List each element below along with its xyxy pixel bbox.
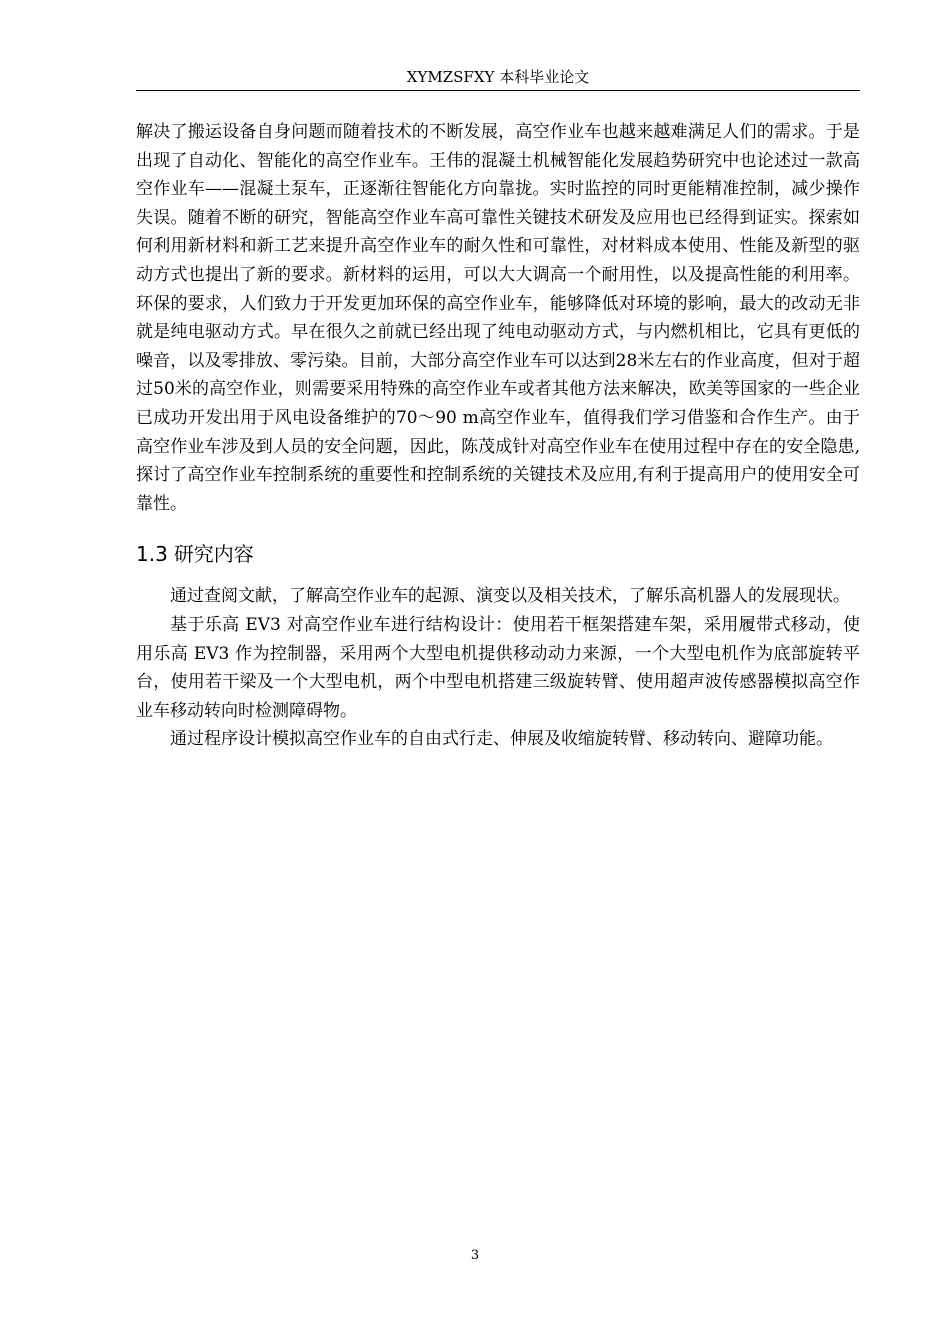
header-title: XYMZSFXY 本科毕业论文: [406, 68, 590, 86]
running-header: [136, 68, 860, 91]
section-number: 1.3: [136, 542, 168, 567]
section-heading: [136, 532, 860, 576]
paragraph-program-design: 通过程序设计模拟高空作业车的自由式行走、伸展及收缩旋转臂、移动转向、避障功能。: [170, 729, 833, 750]
paragraph-research-background: 通过查阅文献，了解高空作业车的起源、演变以及相关技术，了解乐高机器人的发展现状。: [170, 586, 850, 607]
page-footer: [0, 1248, 950, 1263]
intro-paragraph: 解决了搬运设备自身问题而随着技术的不断发展，高空作业车也越来越难满足人们的需求。于是出现了自动化、智能化的高空作业车。王伟的混凝土机械智能化发展趋势研究中也论述过一款高空作业车——混凝土泵车，正逐渐往智能化方向靠拢。实时监控的同时更能精准控制，减少操作失误。随着不断的研究，智能高空作业车高可靠性关键技术研发及应用也已经得到证实。探索如何利用新材料和新工艺来提升高空作业车的耐久性和可靠性，对材料成本使用、性能及新型的驱动方式也提出了新的要求。新材料的运用，可以大大调高一个耐用性，以及提高性能的利用率。环保的要求，人们致力于开发更加环保的高空作业车，能够降低对环境的影响，最大的改动无非就是纯电驱动方式。早在很久之前就已经出现了纯电动驱动方式，与内燃机相比，它具有更低的噪音，以及零排放、零污染。目前，大部分高空作业车可以达到28米左右的作业高度，但对于超过50米的高空作业，则需要采用特殊的高空作业车或者其他方法来解决，欧美等国家的一些企业已成功开发出用于风电设备维护的70～90 m高空作业车，值得我们学习借鉴和合作生产。由于高空作业车涉及到人员的安全问题，因此，陈茂成针对高空作业车在使用过程中存在的安全隐患,探讨了高空作业车控制系统的重要性和控制系统的关键技术及应用,有利于提高用户的使用安全可靠性。: [136, 122, 860, 514]
paragraph-structure-design: 基于乐高 EV3 对高空作业车进行结构设计：使用若干框架搭建车架，采用履带式移动，使用乐高 EV3 作为控制器，采用两个大型电机提供移动动力来源，一个大型电机作为底部旋转平台，使用若干梁及一个大型电机，两个中型电机搭建三级旋转臂、使用超声波传感器模拟高空作业车移动转向时检测障碍物。: [136, 614, 860, 721]
page-body: [136, 118, 860, 754]
section-title: 研究内容: [173, 542, 254, 567]
page-number: 3: [470, 1248, 480, 1263]
